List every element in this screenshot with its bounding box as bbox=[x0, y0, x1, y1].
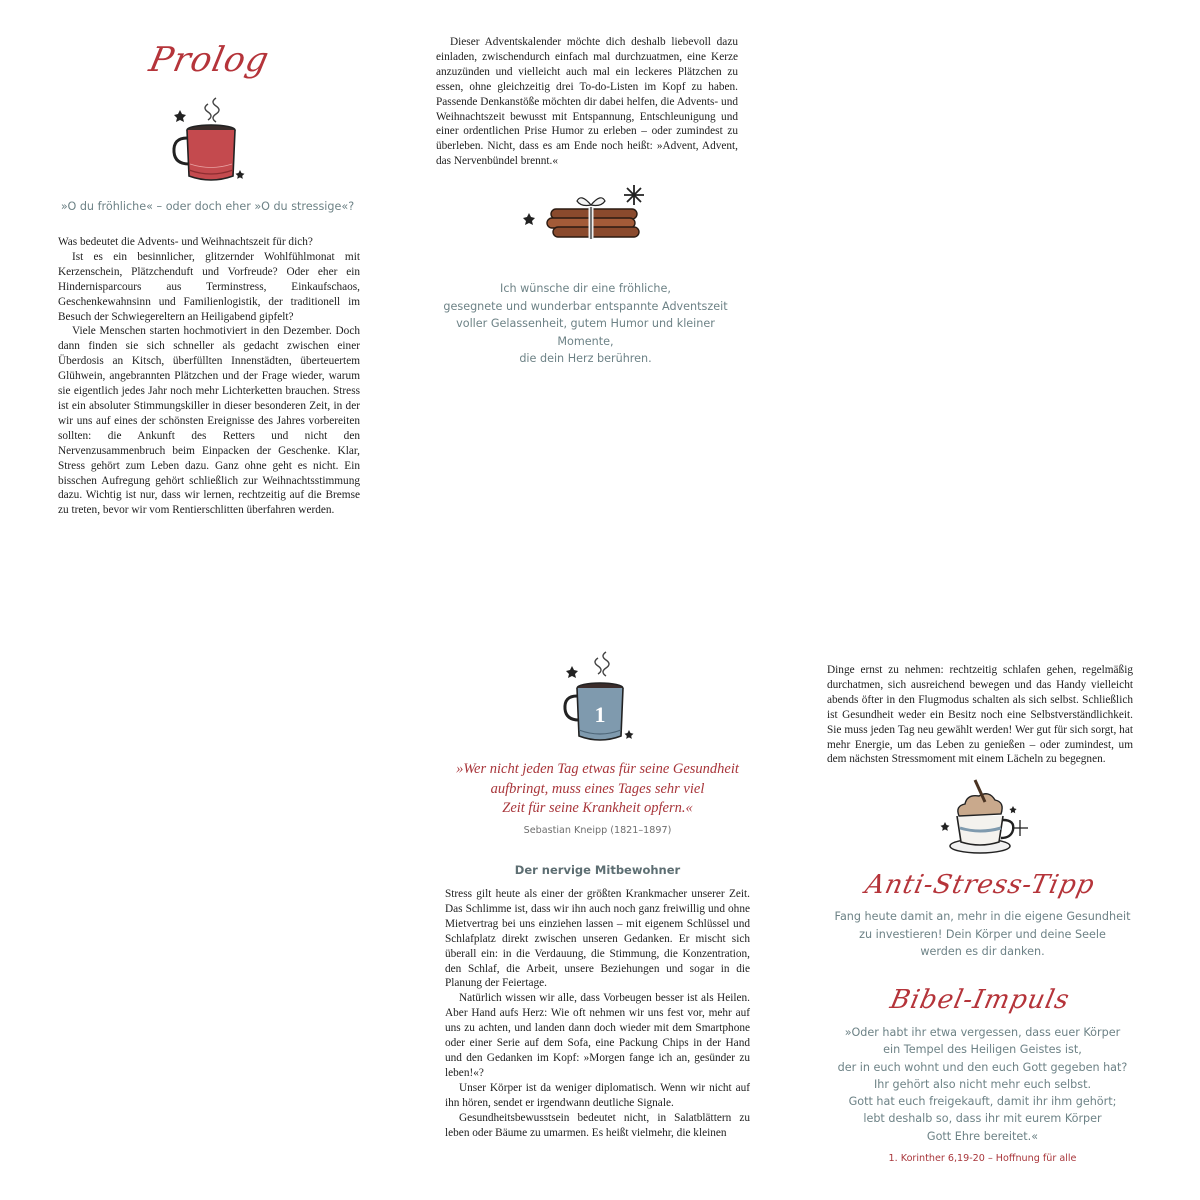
prolog-title: Prolog bbox=[145, 40, 273, 80]
day1-body bbox=[445, 887, 750, 1140]
prolog-paragraph: Viele Menschen starten hochmotiviert in den Dezember. Doch dann finden sie sich schneller als gedacht zwischen einer Überdosis an Kitsch, überfüllten Innenstädten, überteuertem Glühwein, angebrannten Plätzchen und der Frage wieder, warum sie eigentlich jedes Jahr noch mehr Lichterketten brauchen. Stress ist ein absoluter Stimmungskiller in dieser besonderen Zeit, in der wir uns auf eines der schönsten Ereignisse des Jahres vorbereiten sollten: die Ankunft des Retters und nicht den Nervenzusammenbruch beim Einpacken der Geschenke. Klar, Stress gehört zum Leben dazu. Ganz ohne geht es nicht. Ein bisschen Aufregung gehört schließlich zur Weihnachtsstimmung dazu. Wichtig ist nur, dass wir lernen, rechtzeitig auf die Bremse zu treten, bevor wir vom Rentierschlitten überfahren werden. bbox=[58, 325, 360, 517]
day-number: 1 bbox=[594, 702, 606, 727]
quote-line: aufbringt, muss eines Tages sehr viel bbox=[490, 780, 705, 797]
red-mug-icon bbox=[168, 92, 253, 192]
day1-paragraph: Unser Körper ist da weniger diplomatisch. Wenn wir nicht auf ihn hören, sendet er irgendwann deutliche Signale. bbox=[445, 1081, 750, 1109]
page-tipps bbox=[825, 663, 1140, 1173]
bibel-line: lebt deshalb so, dass ihr mit eurem Körper bbox=[863, 1112, 1102, 1126]
bibel-line: ein Tempel des Heiligen Geistes ist, bbox=[883, 1043, 1082, 1057]
day1-paragraph: Stress gilt heute als einer der größten Krankmacher unserer Zeit. Das Schlimme ist, dass wir ihn auch noch ganz freiwillig und ohne Mietvertrag bei uns einziehen lassen – mit eigenem Schlüssel und Schlafplatz direkt zwischen unseren Gedanken. Er mischt sich überall ein: in die Verdauung, die Stimmung, die Konzentration, den Schlaf, die Arbeit, unsere Beziehungen und sogar in die Planung der Feiertage. bbox=[445, 888, 750, 990]
page-day-1 bbox=[440, 645, 755, 1150]
wish-line: gesegnete und wunderbar entspannte Adventszeit bbox=[443, 299, 728, 313]
wish-line: Ich wünsche dir eine fröhliche, bbox=[500, 282, 671, 295]
page4-body bbox=[827, 663, 1133, 767]
quote-line: »Wer nicht jeden Tag etwas für seine Gesundheit bbox=[456, 761, 739, 777]
bibel-line: der in euch wohnt und den euch Gott gegeben hat? bbox=[837, 1060, 1128, 1074]
page-prolog bbox=[55, 30, 360, 550]
page-introduction bbox=[433, 30, 743, 370]
blue-mug-day-icon bbox=[560, 650, 640, 750]
tipp-text bbox=[825, 908, 1140, 961]
intro-body bbox=[436, 35, 738, 169]
cinnamon-sticks-icon bbox=[521, 183, 651, 248]
bibel-line: Ihr gehört also nicht mehr euch selbst. bbox=[873, 1077, 1092, 1091]
latte-cup-icon bbox=[935, 778, 1030, 858]
tipp-line: Fang heute damit an, mehr in die eigene Gesundheit bbox=[834, 910, 1131, 923]
intro-paragraph: Dieser Adventskalender möchte dich deshalb liebevoll dazu einladen, zwischendurch einfach mal durchzuatmen, eine Kerze anzuzünden und vielleicht auch mal ein leckeres Plätzchen zu essen, ohne gleichzeitig drei To-do-Listen im Kopf zu haben. Passende Denkanstöße möchten dir dabei helfen, die Advents- und Weihnachtszeit bewusst mit Entspannung, Entschleunigung und einer ordentlichen Prise Humor zu erleben – oder zumindest zu überleben. Nicht, dass es am Ende noch heißt: »Advent, Advent, das Nervenbündel brennt.« bbox=[436, 36, 738, 168]
prolog-paragraph: Was bedeutet die Advents- und Weihnachtszeit für dich? bbox=[58, 236, 313, 248]
tipp-line: werden es dir danken. bbox=[920, 945, 1045, 958]
section-heading: Der nervige Mitbewohner bbox=[514, 863, 681, 877]
bibel-text bbox=[825, 1024, 1140, 1145]
day1-paragraph: Natürlich wissen wir alle, dass Vorbeugen besser ist als Heilen. Aber Hand aufs Herz: Wie oft nehmen wir uns fest vor, mehr auf uns zu achten, und landen dann doch wieder mit dem Smartphone oder einer Serie auf dem Sofa, eine Packung Chips in der Hand und den Gedanken im Kopf: »Morgen fange ich an, gesünder zu leben!«? bbox=[445, 992, 750, 1079]
prolog-body bbox=[58, 235, 360, 518]
bibel-line: »Oder habt ihr etwa vergessen, dass euer Körper bbox=[844, 1026, 1121, 1039]
wish-line: die dein Herz berühren. bbox=[519, 352, 652, 365]
prolog-subtitle: »O du fröhliche« – oder doch eher »O du stressige«? bbox=[60, 200, 355, 213]
kneipp-quote bbox=[440, 760, 755, 819]
bibel-line: Gott hat euch freigekauft, damit ihr ihm gehört; bbox=[848, 1095, 1117, 1109]
page4-paragraph: Dinge ernst zu nehmen: rechtzeitig schlafen gehen, regelmäßig durchatmen, sich ausreichend bewegen und das Handy vielleicht abends öfter in den Flugmodus schalten als sich selbst. Schließlich ist Gesundheit weder ein Besitz noch eine Selbstverständlichkeit. Sie muss jeden Tag neu gewählt werden! Wer gut für sich sorgt, hat mehr Energie, um das Leben zu genießen – oder zumindest, um dem nächsten Stressmoment mit einem Lächeln zu begegnen. bbox=[827, 664, 1133, 766]
wish-line: voller Gelassenheit, gutem Humor und kleiner Momente, bbox=[456, 317, 715, 348]
quote-line: Zeit für seine Krankheit opfern.« bbox=[502, 800, 693, 816]
bibel-title: Bibel-Impuls bbox=[887, 985, 1073, 1015]
tipp-title: Anti-Stress-Tipp bbox=[862, 870, 1098, 900]
day1-paragraph: Gesundheitsbewusstsein bedeutet nicht, in Salatblättern zu leben oder Bäume zu umarmen. Es heißt vielmehr, die kleinen bbox=[445, 1111, 750, 1139]
bibel-line: Gott Ehre bereitet.« bbox=[926, 1129, 1039, 1143]
bibel-source: 1. Korinther 6,19-20 – Hoffnung für alle bbox=[888, 1153, 1077, 1164]
wish-text bbox=[433, 280, 738, 368]
prolog-paragraph: Ist es ein besinnlicher, glitzernder Wohlfühlmonat mit Kerzenschein, Plätzchenduft und Vorfreude? Oder eher ein Hindernisparcours aus Terminstress, Einkaufschaos, Geschenkewahnsinn und Familienlogistik, der traditionell im Besuch der Schwiegereltern an Heiligabend gipfelt? bbox=[58, 250, 360, 323]
tipp-line: zu investieren! Dein Körper und deine Seele bbox=[859, 927, 1106, 941]
quote-source: Sebastian Kneipp (1821–1897) bbox=[523, 825, 672, 836]
